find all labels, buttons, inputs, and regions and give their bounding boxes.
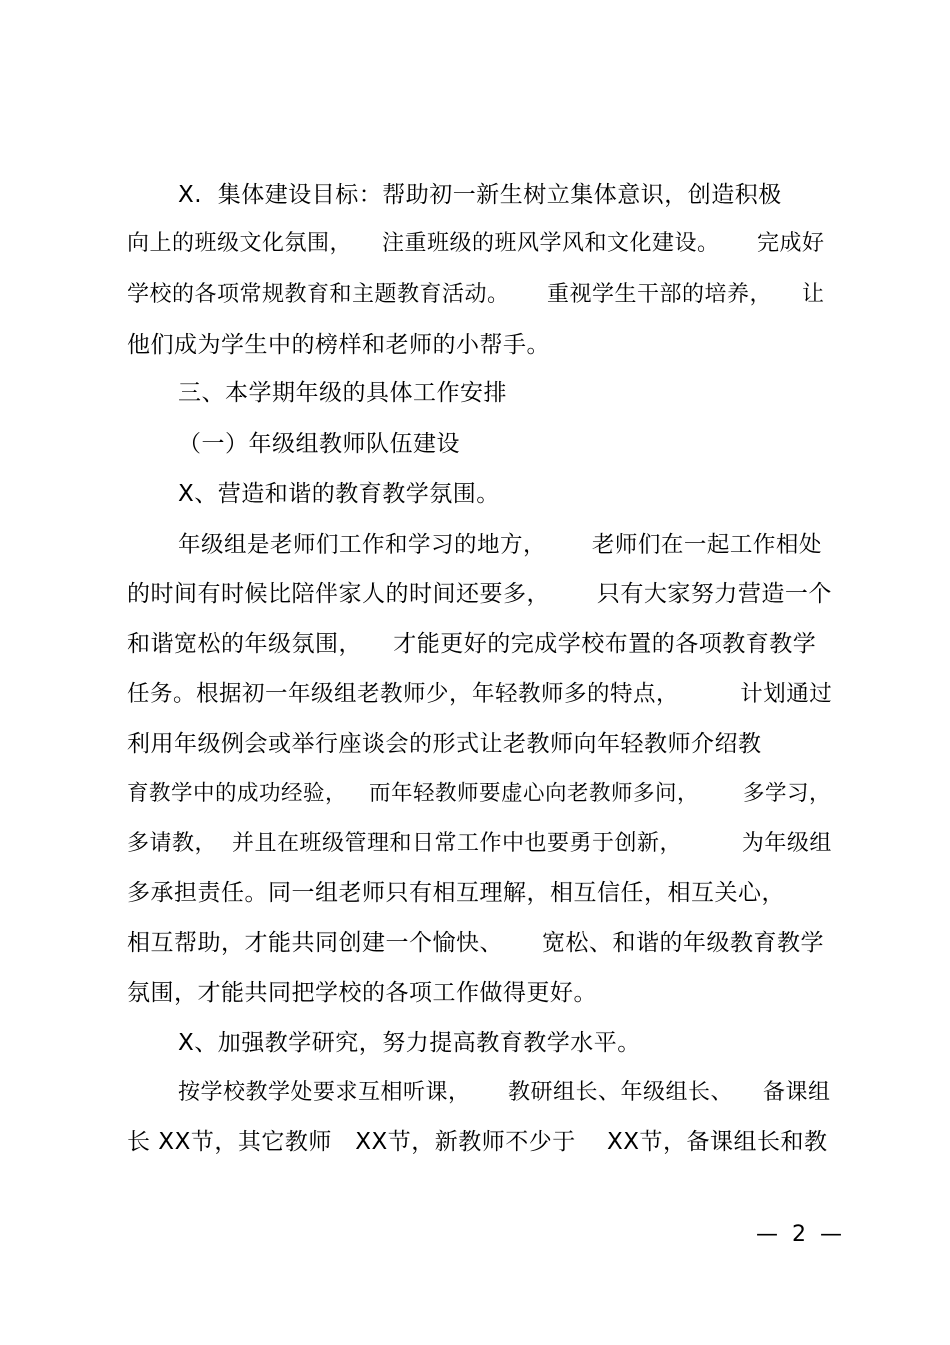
text-line: 按学校教学处要求互相听课， 教研组长、年级组长、 备课组 <box>178 1080 831 1105</box>
section-heading: 三、本学期年级的具体工作安排 <box>178 380 507 406</box>
subsection-heading: （一）年级组教师队伍建设 <box>178 431 460 457</box>
text-line: 利用年级例会或举行座谈会的形式让老教师向年轻教师介绍教 <box>127 731 762 757</box>
text-line: 年级组是老师们工作和学习的地方， 老师们在一起工作相处 <box>178 532 822 558</box>
text-line: 学校的各项常规教育和主题教育活动。 重视学生干部的培养， 让 <box>127 282 825 307</box>
page-number: — 2 — <box>756 1222 842 1247</box>
item-heading: X、加强教学研究，努力提高教育教学水平。 <box>178 1030 641 1056</box>
text-line: X. 集体建设目标：帮助初一新生树立集体意识，创造积极 <box>178 182 782 208</box>
item-heading: X、营造和谐的教育教学氛围。 <box>178 481 500 507</box>
text-line: 多请教， 并且在班级管理和日常工作中也要勇于创新， 为年级组 <box>127 831 832 856</box>
text-line: 任务。根据初一年级组老教师少，年轻教师多的特点， 计划通过 <box>127 681 833 707</box>
text-line: 向上的班级文化氛围， 注重班级的班风学风和文化建设。 完成好 <box>127 231 825 256</box>
text-line: 育教学中的成功经验， 而年轻教师要虚心向老教师多问， 多学习， <box>127 781 832 806</box>
text-line: 相互帮助，才能共同创建一个愉快、 宽松、和谐的年级教育教学 <box>127 930 825 956</box>
text-line: 长 XX节，其它教师 XX节，新教师不少于 XX节，备课组长和教 <box>127 1129 828 1155</box>
text-line: 他们成为学生中的榜样和老师的小帮手。 <box>127 332 550 358</box>
text-line: 的时间有时候比陪伴家人的时间还要多， 只有大家努力营造一个 <box>127 581 832 607</box>
text-line: 多承担责任。同一组老师只有相互理解，相互信任，相互关心， <box>127 880 785 906</box>
text-line: 氛围，才能共同把学校的各项工作做得更好。 <box>127 980 597 1006</box>
text-line: 和谐宽松的年级氛围， 才能更好的完成学校布置的各项教育教学 <box>127 631 817 657</box>
